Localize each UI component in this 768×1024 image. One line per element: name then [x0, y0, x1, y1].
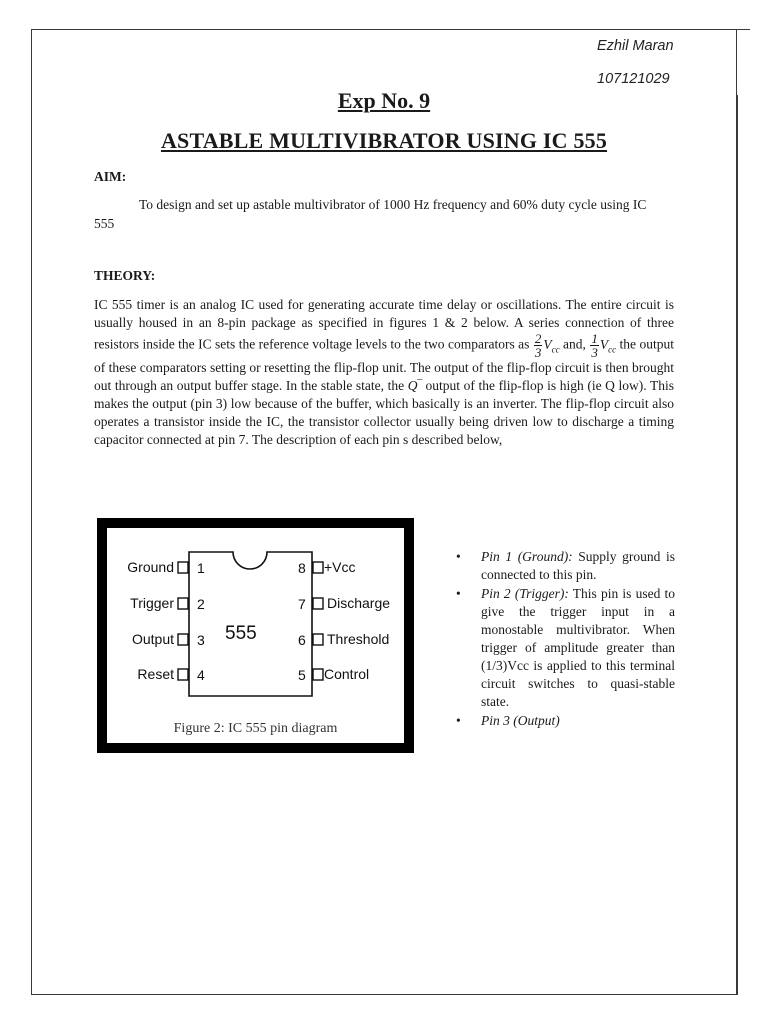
page-border-right-extension — [737, 95, 738, 995]
pin-label-control: Control — [324, 666, 370, 682]
theory-text-and: and, — [559, 336, 590, 352]
pin-box-2 — [178, 598, 188, 609]
pin-label-reset: Reset — [137, 666, 174, 682]
pin-box-7 — [313, 598, 323, 609]
author-roll-number: 107121029 — [597, 71, 670, 87]
fraction-numerator: 1 — [591, 331, 598, 346]
theory-text-part2: the output of these comparators setting or resetting the flip-flop unit. The output of the flip-flop circuit is then brought out through an output buffer stage. In the stable state, the — [94, 336, 674, 393]
pin-label-trigger: Trigger — [130, 595, 174, 611]
pin-description-text: Supply ground is connected to this pin. — [481, 549, 675, 582]
bullet-icon: • — [456, 586, 461, 601]
pin-description-title: Pin 1 (Ground): — [481, 549, 573, 564]
pin-description-title: Pin 2 (Trigger): — [481, 586, 569, 601]
pin-number-2: 2 — [197, 596, 205, 612]
pin-number-3: 3 — [197, 632, 205, 648]
pin-description-title: Pin 3 (Output) — [481, 713, 560, 728]
list-item — [456, 712, 675, 730]
chip-name-label: 555 — [225, 623, 257, 644]
pin-number-8: 8 — [298, 560, 306, 576]
pin-number-4: 4 — [197, 667, 205, 683]
pin-box-3 — [178, 634, 188, 645]
theory-text-part3: output of the flip-flop is high (ie Q low). This makes the output (pin 3) low because of the buffer, which basically is an inverter. The flip-flop circuit also operates a transistor inside the IC, the transistor collector usually being driven low to discharge a timing capacitor connected at pin 7. The description of each pin s described below, — [94, 378, 674, 447]
bullet-icon: • — [456, 713, 461, 728]
fraction-one-third — [590, 332, 599, 359]
pin-box-4 — [178, 669, 188, 680]
experiment-number: Exp No. 9 — [337, 88, 431, 113]
q-bar-symbol: Q‾ — [407, 378, 422, 393]
bullet-icon: • — [456, 549, 461, 564]
fraction-two-thirds — [534, 332, 543, 359]
list-item — [456, 585, 675, 711]
pin-number-6: 6 — [298, 632, 306, 648]
pin-label-output: Output — [131, 631, 174, 647]
figure-caption: Figure 2: IC 555 pin diagram — [173, 721, 338, 736]
pin-box-5 — [313, 669, 323, 680]
theory-text-part1: IC 555 timer is an analog IC used for generating accurate time delay or oscillations. The entire circuit is usually housed in an 8-pin package as specified in figures 1 & 2 below. A series connection of three resistors inside the IC sets the reference voltage levels to the two comparators as — [94, 297, 674, 352]
pin-diagram-canvas — [107, 528, 404, 743]
aim-heading: AIM: — [94, 169, 127, 184]
pin-box-8 — [313, 562, 323, 573]
list-item — [456, 548, 675, 584]
pin-label-vcc: +Vcc — [324, 559, 356, 575]
vcc-symbol — [599, 336, 617, 355]
fraction-denominator: 3 — [591, 345, 598, 360]
vcc-subscript: cc — [551, 344, 560, 355]
theory-heading: THEORY: — [94, 268, 156, 283]
pin-diagram-figure — [97, 518, 414, 753]
pin-number-1: 1 — [197, 560, 205, 576]
fraction-numerator: 2 — [534, 331, 542, 346]
page-border — [31, 29, 737, 995]
pin-number-5: 5 — [298, 667, 306, 683]
theory-paragraph — [94, 296, 674, 449]
vcc-letter: V — [543, 336, 552, 352]
pin-label-threshold: Threshold — [327, 631, 390, 647]
pin-label-discharge: Discharge — [327, 595, 391, 611]
page-border-top-extension — [690, 29, 750, 30]
pin-description-text: This pin is used to give the trigger input in a monostable multivibrator. When trigger of amplitude greater than (1/3)Vcc is applied to this terminal circuit switches to quasi-stable state. — [481, 586, 675, 709]
experiment-title: ASTABLE MULTIVIBRATOR USING IC 555 — [160, 128, 608, 153]
pin-box-6 — [313, 634, 323, 645]
vcc-letter: V — [599, 336, 609, 352]
pin-description-list — [456, 548, 675, 731]
pin-number-7: 7 — [298, 596, 306, 612]
aim-text: To design and set up astable multivibrator of 1000 Hz frequency and 60% duty cycle using IC 555 — [94, 197, 647, 231]
pin-box-1 — [178, 562, 188, 573]
vcc-subscript: cc — [608, 344, 617, 355]
fraction-denominator: 3 — [534, 345, 542, 360]
author-name: Ezhil Maran — [597, 38, 674, 54]
vcc-symbol — [543, 336, 560, 355]
pin-label-ground: Ground — [127, 559, 174, 575]
